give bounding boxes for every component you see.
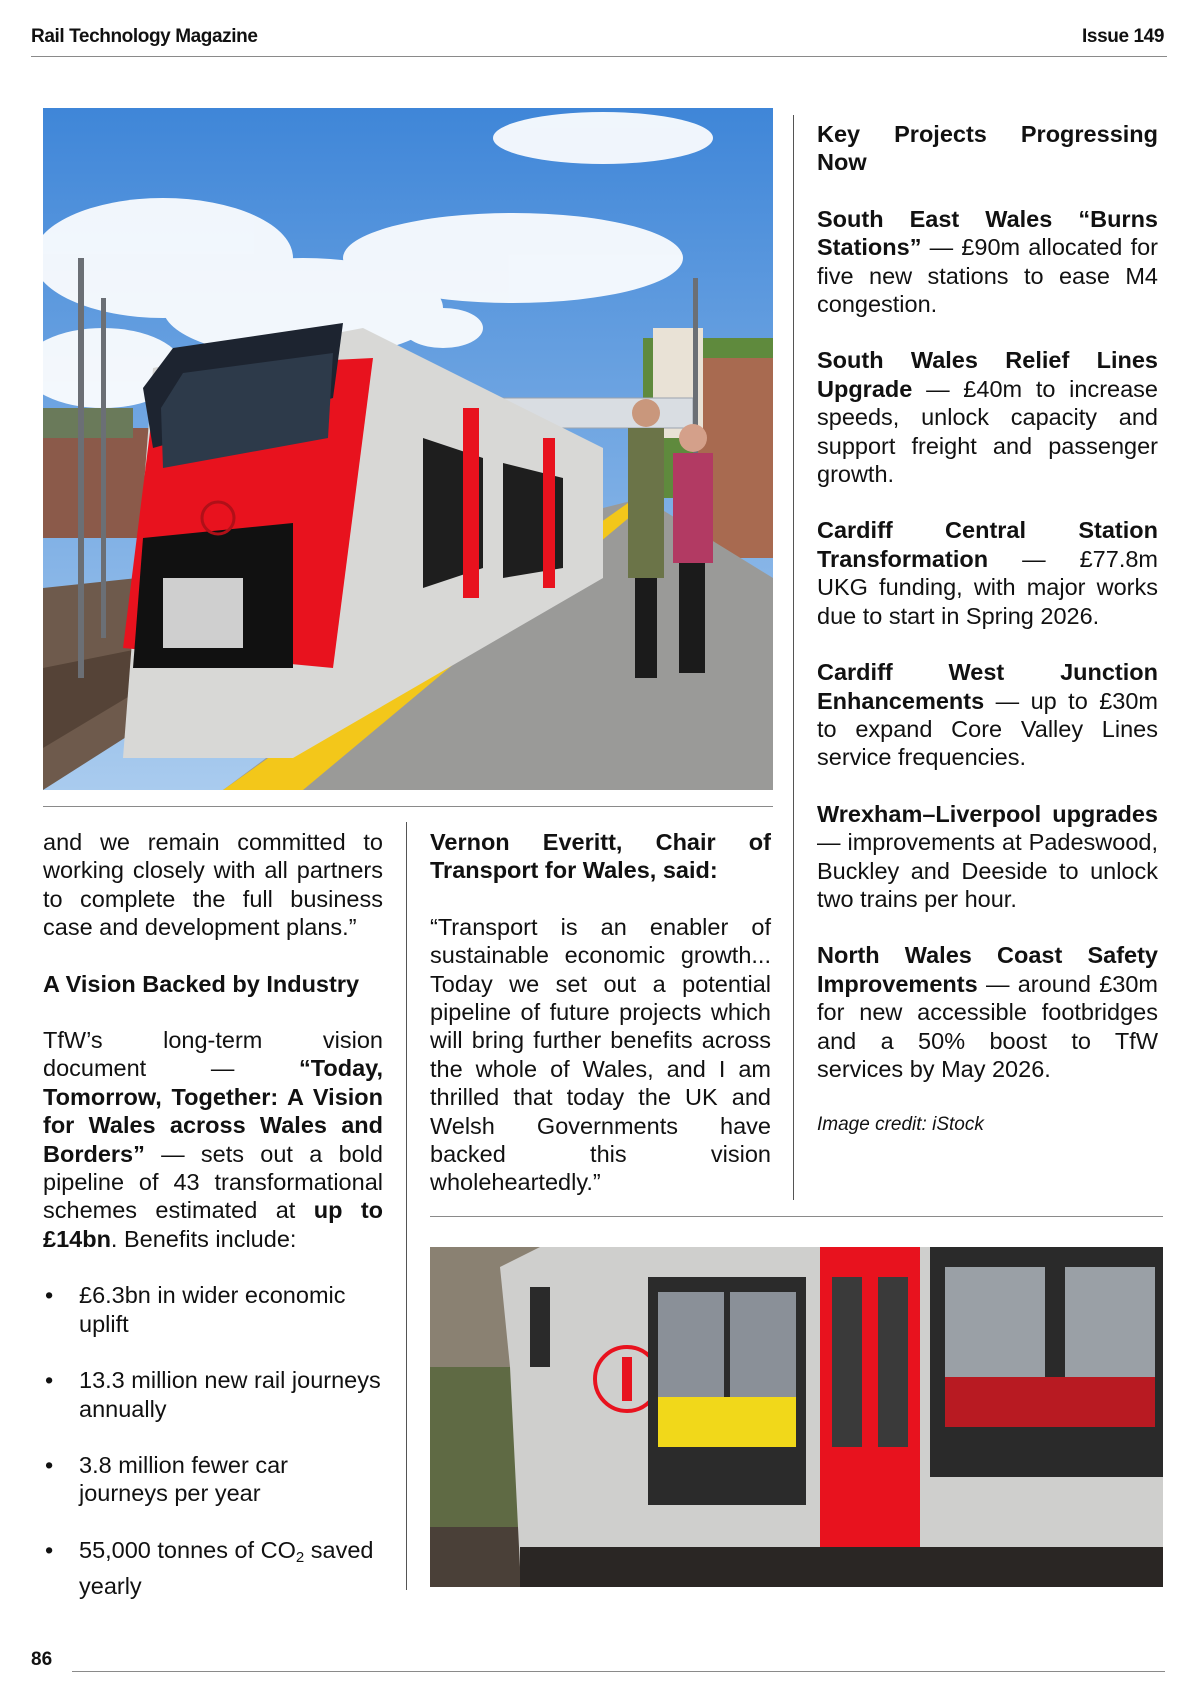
vision-value: up to £14bn <box>43 1197 384 1252</box>
speaker-quote: “Transport is an enabler of sustainable economic growth... Today we set out a potential pipeline of future projects which will bring further benefits across the whole of Wales, and I am thrilled that today the UK and Welsh Governments have backed this vision wholeheartedly.” <box>430 913 771 1196</box>
project-item: North Wales Coast Safety Improvements — around £30m for new accessible footbridges and a 50% boost to TfW services by May 2026. <box>817 942 1158 1082</box>
footer-rule <box>72 1671 1165 1672</box>
image-credit: Image credit: iStock <box>817 1114 984 1136</box>
column-right <box>817 120 1158 1168</box>
issue-number: Issue 149 <box>1082 26 1164 47</box>
train-platform-photo <box>43 108 773 790</box>
list-item: • 3.8 million fewer car journeys per year <box>43 1451 383 1508</box>
page-number: 86 <box>31 1649 53 1670</box>
column-divider-2 <box>793 115 794 1200</box>
header-rule <box>31 56 1167 57</box>
list-item: • 13.3 million new rail journeys annually <box>43 1366 383 1423</box>
key-projects-heading: Key Projects Progressing Now <box>817 121 1158 176</box>
column-middle <box>430 828 771 1225</box>
intro-paragraph: and we remain committed to working closely with all partners to complete the full business case and development plans.” <box>43 829 383 941</box>
project-item: South East Wales “Burns Stations” — £90m allocated for five new stations to ease M4 congestion. <box>817 205 1158 318</box>
column-divider-1 <box>406 822 407 1590</box>
list-item: • £6.3bn in wider economic uplift <box>43 1281 383 1338</box>
column-left <box>43 828 383 1629</box>
project-item: Cardiff Central Station Transformation — £77.8m UKG funding, with major works due to start in Spring 2026. <box>817 517 1158 629</box>
project-item: Cardiff West Junction Enhancements — up to £30m to expand Core Valley Lines service frequencies. <box>817 659 1158 771</box>
publication-title: Rail Technology Magazine <box>31 26 258 47</box>
list-item: • 55,000 tonnes of $CO_2$ saved yearly <box>43 1536 383 1601</box>
vision-paragraph: TfW’s long-term vision document — “Today, Tomorrow, Together: A Vision for Wales across Wales and Borders” — sets out a bold pipeline of 43 transformational schemes estimated at up to £14bn. Benefits include: <box>43 1027 384 1252</box>
project-item: South Wales Relief Lines Upgrade — £40m to increase speeds, unlock capacity and support freight and passenger growth. <box>817 347 1158 488</box>
vision-document-title: “Today, Tomorrow, Together: A Vision for Wales across Wales and Borders” <box>43 1055 384 1167</box>
speaker-attribution: Vernon Everitt, Chair of Transport for Wales, said: <box>430 829 771 884</box>
section-heading: A Vision Backed by Industry <box>43 970 360 997</box>
train-side-photo <box>430 1247 1163 1587</box>
benefits-list <box>43 1281 383 1600</box>
photo-rule-bottom <box>430 1216 1163 1217</box>
photo-rule-top <box>43 806 773 807</box>
project-item: Wrexham–Liverpool upgrades — improvements at Padeswood, Buckley and Deeside to unlock two trains per hour. <box>817 800 1158 912</box>
